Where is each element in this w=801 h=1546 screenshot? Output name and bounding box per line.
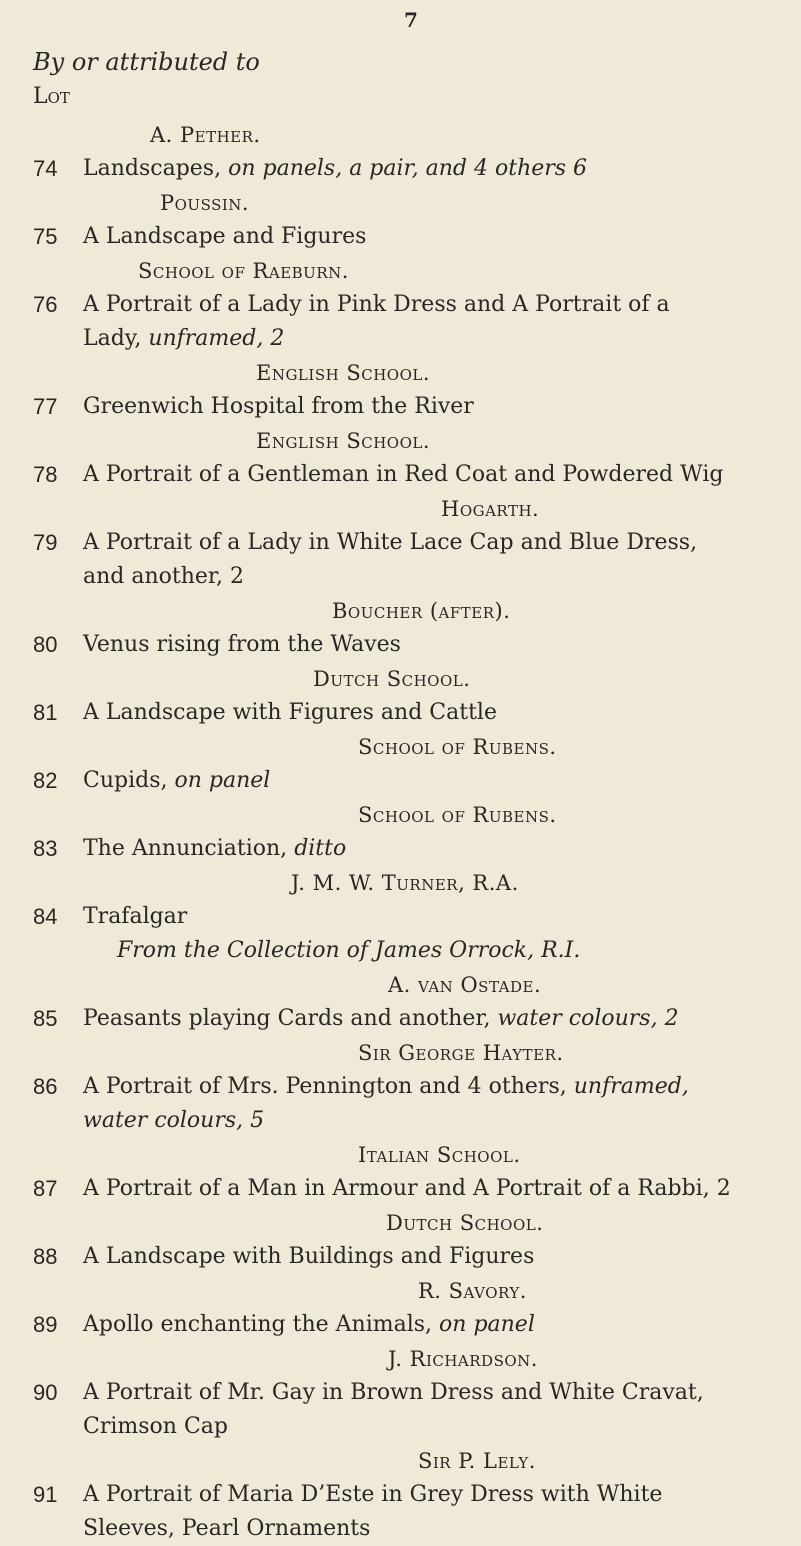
lot-provenance: From the Collection of James Orrock, R.I. (117, 938, 581, 963)
lot-number: 76 (33, 292, 58, 317)
lot-attribution: English School. (256, 361, 431, 385)
lot-number: 83 (33, 836, 58, 861)
lot-entry (0, 1002, 801, 1036)
lot-attribution: Sir P. Lely. (418, 1449, 536, 1473)
lot-entry (0, 220, 801, 254)
lot-entry (0, 1070, 801, 1138)
lot-detail: ditto (294, 836, 347, 861)
lot-attribution: Boucher (after). (332, 599, 511, 623)
lot-title: Cupids, (83, 768, 168, 793)
lot-title: A Portrait of Mr. Gay in Brown Dress and White Cravat, (83, 1380, 704, 1405)
lot-entry (0, 526, 801, 594)
lot-title: A Portrait of a Lady in Pink Dress and A Portrait of a (83, 292, 670, 317)
lot-number: 91 (33, 1482, 58, 1507)
lot-number: 74 (33, 156, 58, 181)
page-number: 7 (404, 8, 418, 32)
lot-attribution: A. van Ostade. (388, 973, 542, 997)
lot-number: 86 (33, 1074, 58, 1099)
lot-number: 79 (33, 530, 58, 555)
lot-number: 84 (33, 904, 58, 929)
lot-attribution: A. Pether. (150, 123, 261, 147)
lot-number: 82 (33, 768, 58, 793)
lot-title: Greenwich Hospital from the River (83, 394, 474, 419)
lot-number: 88 (33, 1244, 58, 1269)
lot-entry (0, 832, 801, 866)
lot-title-continued: Crimson Cap (83, 1414, 228, 1439)
lot-detail: on panels, a pair, and 4 others 6 (228, 156, 588, 181)
lot-attribution: J. M. W. Turner, R.A. (291, 871, 519, 895)
lot-title: A Landscape with Figures and Cattle (83, 700, 497, 725)
lot-title: A Portrait of a Man in Armour and A Portrait of a Rabbi, 2 (83, 1176, 731, 1201)
lot-attribution: Dutch School. (386, 1211, 544, 1235)
lot-attribution: Hogarth. (441, 497, 540, 521)
lot-number: 75 (33, 224, 58, 249)
lot-title: A Portrait of Mrs. Pennington and 4 others, (83, 1074, 567, 1099)
lot-attribution: Dutch School. (313, 667, 471, 691)
lot-number: 89 (33, 1312, 58, 1337)
lot-title: Peasants playing Cards and another, (83, 1006, 491, 1031)
lot-attribution: Poussin. (160, 191, 250, 215)
lot-attribution: Italian School. (358, 1143, 521, 1167)
lot-attribution: School of Rubens. (358, 803, 557, 827)
lot-attribution: School of Rubens. (358, 735, 557, 759)
running-head: By or attributed to (33, 48, 260, 76)
lot-attribution: English School. (256, 429, 431, 453)
lot-entry (0, 900, 801, 934)
lot-title: A Portrait of a Gentleman in Red Coat and Powdered Wig (83, 462, 724, 487)
lot-entry (0, 1172, 801, 1206)
lot-title: Venus rising from the Waves (83, 632, 401, 657)
lot-detail: on panel (174, 768, 271, 793)
lot-attribution: School of Raeburn. (138, 259, 349, 283)
lot-attribution: R. Savory. (418, 1279, 527, 1303)
lot-entry (0, 458, 801, 492)
lot-number: 80 (33, 632, 58, 657)
lot-entry (0, 1240, 801, 1274)
lot-title-continued: and another, 2 (83, 564, 245, 589)
lot-entry (0, 696, 801, 730)
lot-number: 81 (33, 700, 58, 725)
lot-title: A Portrait of a Lady in White Lace Cap and Blue Dress, (83, 530, 698, 555)
lot-detail: on panel (439, 1312, 535, 1337)
lot-detail-continued: unframed, 2 (148, 326, 285, 351)
lot-entry (0, 390, 801, 424)
lot-title: A Landscape and Figures (83, 224, 367, 249)
lot-number: 85 (33, 1006, 58, 1031)
lot-attribution: Sir George Hayter. (358, 1041, 564, 1065)
lot-title-continued: Sleeves, Pearl Ornaments (83, 1516, 371, 1541)
lot-entry (0, 628, 801, 662)
lot-detail: unframed, (573, 1074, 689, 1099)
lot-entry (0, 764, 801, 798)
lot-title: A Landscape with Buildings and Figures (83, 1244, 535, 1269)
lot-title-continued: Lady, (83, 326, 142, 351)
lot-title: Landscapes, (83, 156, 222, 181)
lot-list (0, 118, 801, 1546)
lot-entry (0, 288, 801, 356)
lot-title: Trafalgar (83, 904, 188, 929)
lot-column-label: Lot (33, 84, 70, 109)
lot-attribution: J. Richardson. (388, 1347, 538, 1371)
lot-title: The Annunciation, (83, 836, 288, 861)
lot-entry (0, 1308, 801, 1342)
lot-number: 77 (33, 394, 58, 419)
lot-number: 78 (33, 462, 58, 487)
lot-entry (0, 1376, 801, 1444)
lot-title: A Portrait of Maria D’Este in Grey Dress with White (83, 1482, 663, 1507)
lot-title: Apollo enchanting the Animals, (83, 1312, 433, 1337)
lot-detail: water colours, 2 (497, 1006, 679, 1031)
lot-number: 87 (33, 1176, 58, 1201)
lot-detail-continued: water colours, 5 (83, 1108, 265, 1133)
lot-entry (0, 152, 801, 186)
lot-number: 90 (33, 1380, 58, 1405)
lot-entry (0, 1478, 801, 1546)
